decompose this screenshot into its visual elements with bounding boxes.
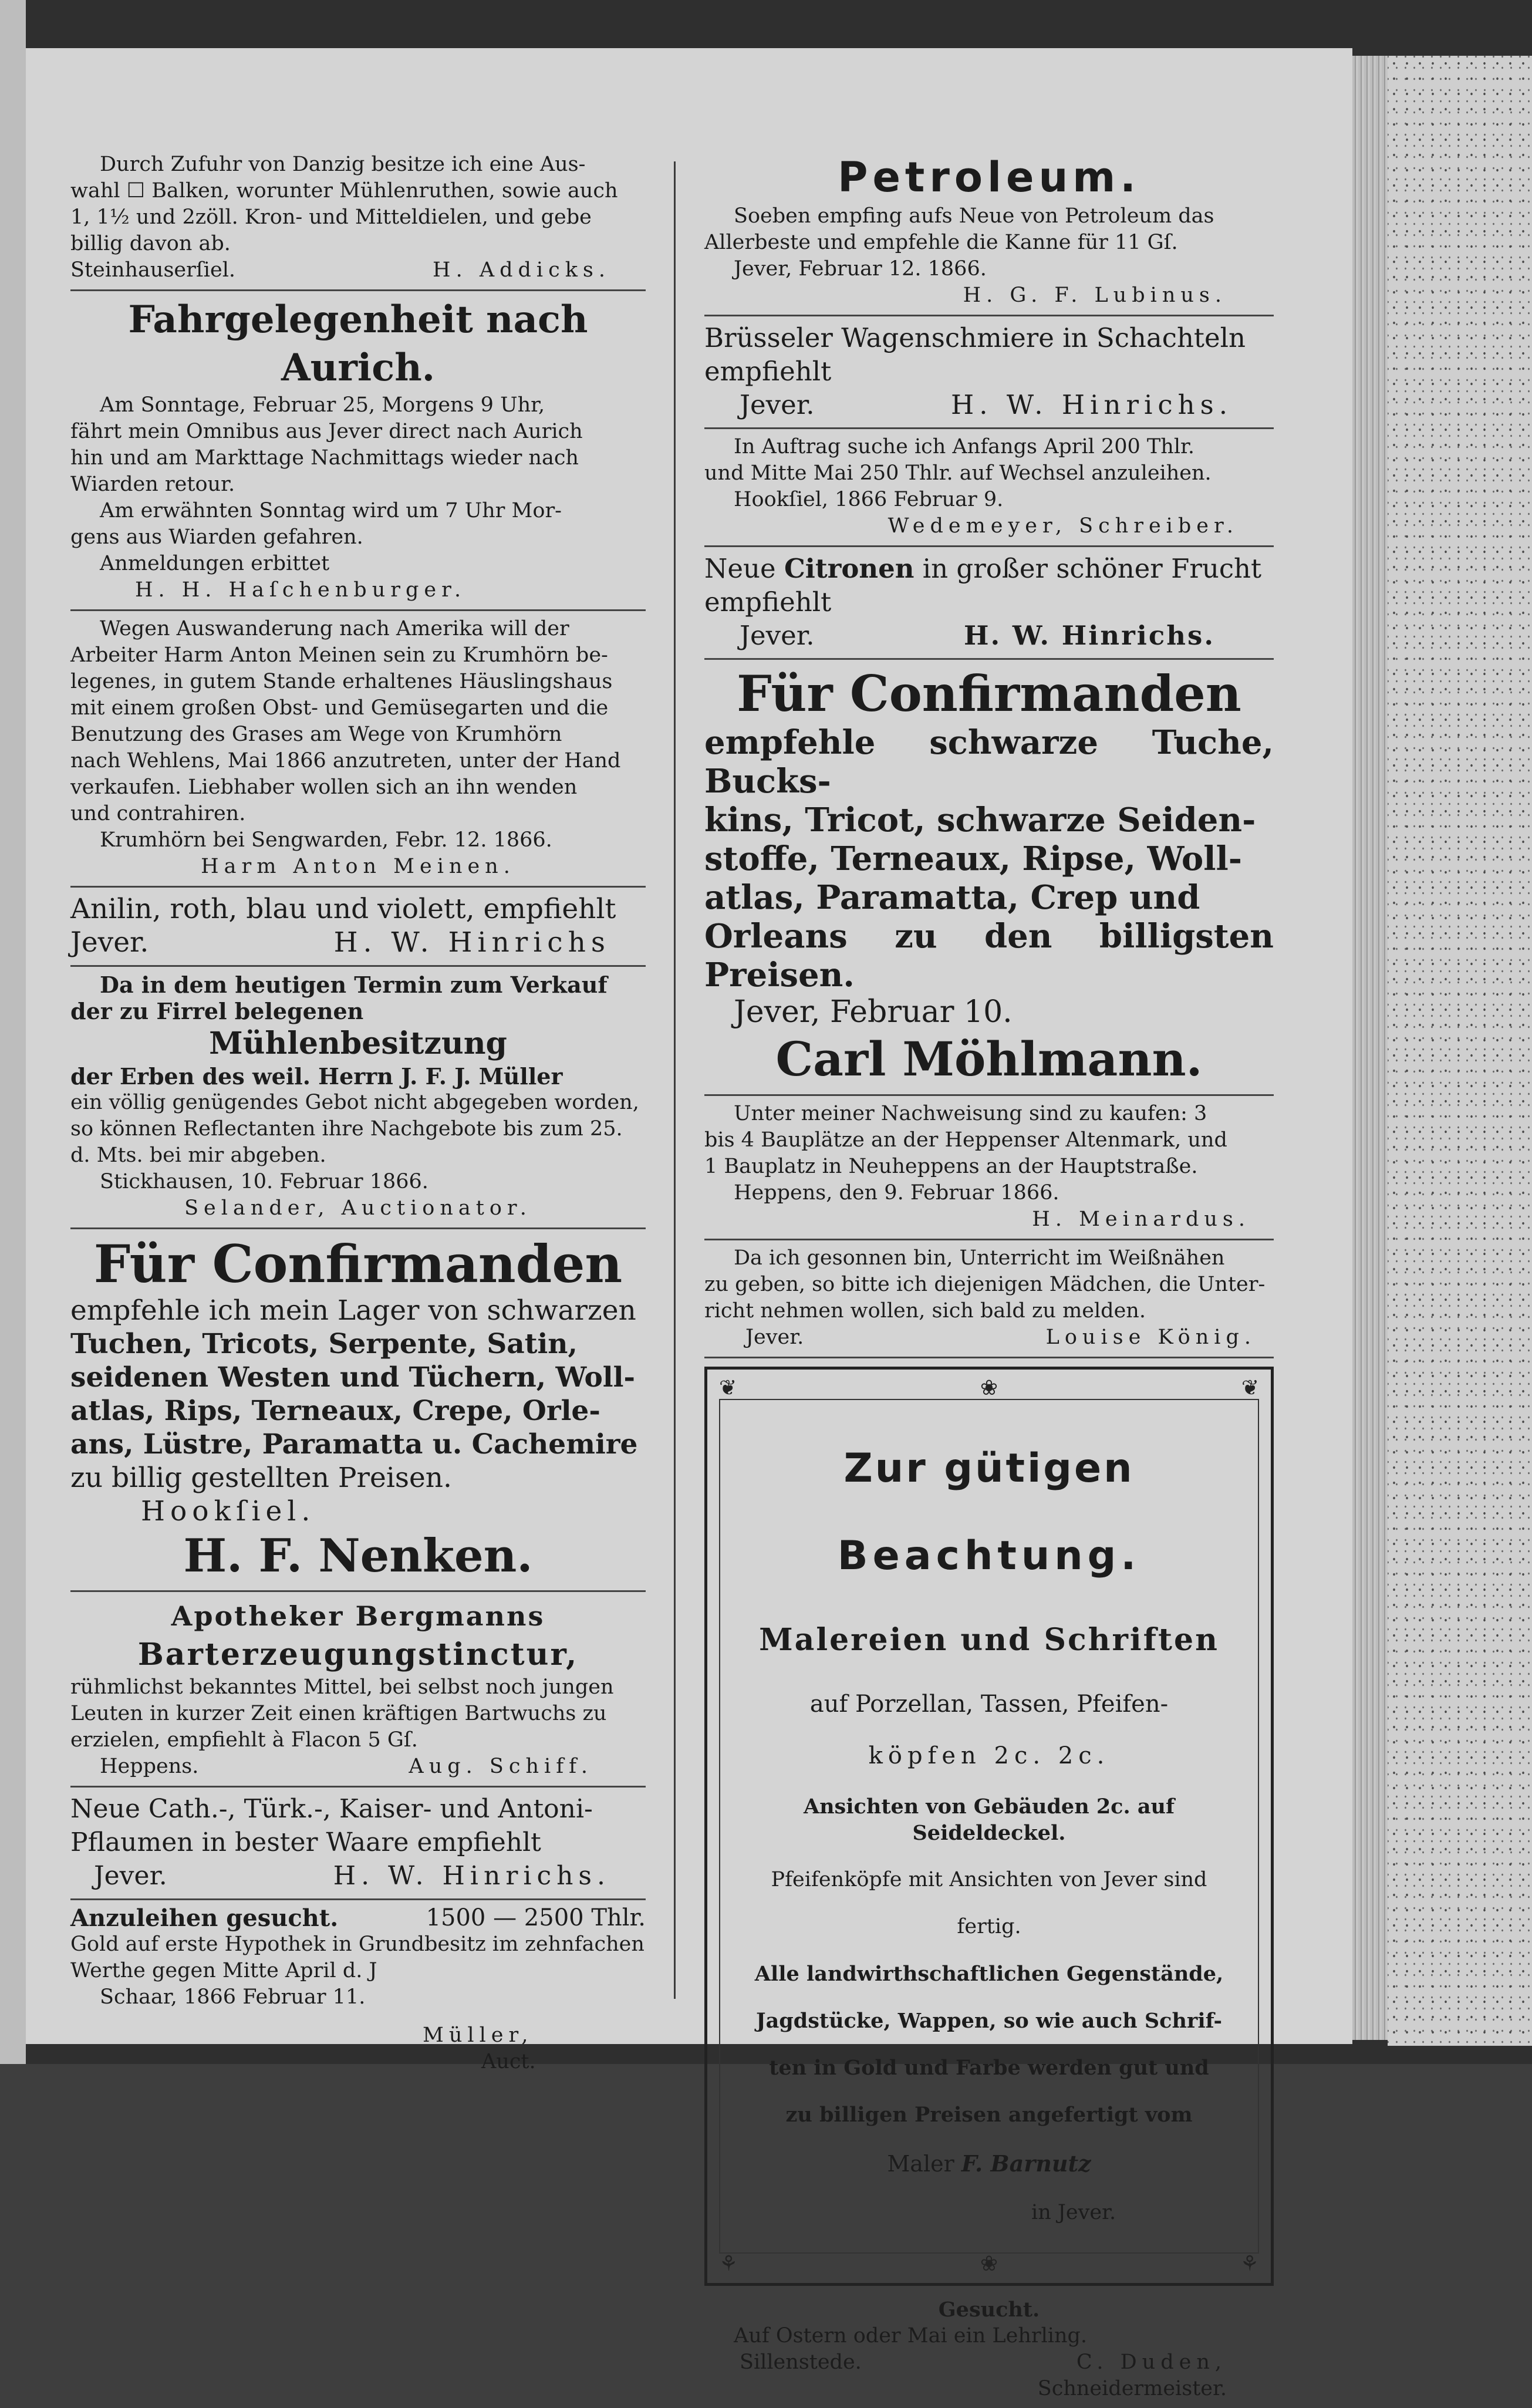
ad-wagenschmiere bbox=[704, 316, 1274, 429]
ad-line: zu geben, so bitte ich diejenigen Mädchen, die Unter- bbox=[704, 1273, 1266, 1296]
ad-line: Wegen Auswanderung nach Amerika will der bbox=[100, 617, 569, 640]
ad-footer bbox=[704, 1324, 1274, 1351]
ad-line: zu billig gestellten Preisen. bbox=[70, 1462, 452, 1494]
ad-signature: Müller, bbox=[423, 2023, 534, 2047]
vine-ornament-icon: ⚘ bbox=[719, 2252, 738, 2276]
ad-signature: H. Addicks. bbox=[433, 258, 610, 282]
ad-title: Fahrgelegenheit nach Aurich. bbox=[128, 298, 588, 390]
ad-signature: Harm Anton Meinen. bbox=[201, 855, 515, 878]
ad-beachtung bbox=[719, 1399, 1259, 2254]
frame-top-ornament bbox=[719, 1378, 1259, 1399]
ad-line: atlas, Rips, Terneaux, Crepe, Orle- bbox=[70, 1395, 600, 1427]
ad-place: in Jever. bbox=[1031, 2201, 1116, 2224]
ad-signature: H. W. Hinrichs bbox=[333, 926, 610, 959]
ad-signature: H. F. Nenken. bbox=[183, 1529, 533, 1583]
ad-line: Ansichten von Gebäuden 2c. auf Seideldeckel. bbox=[803, 1795, 1175, 1845]
ad-line: Leuten in kurzer Zeit einen kräftigen Bartwuchs zu bbox=[70, 1702, 607, 1725]
flower-ornament-icon: ❀ bbox=[980, 1376, 998, 1400]
ad-title: Apotheker Bergmanns bbox=[171, 1600, 545, 1632]
ad-signature: Wedemeyer, Schreiber. bbox=[888, 514, 1239, 538]
ad-place: Krumhörn bei Sengwarden, Febr. 12. 1866. bbox=[100, 828, 552, 852]
ad-title: Gesucht. bbox=[938, 2298, 1040, 2322]
ad-balken bbox=[70, 147, 646, 291]
ad-line: der zu Firrel belegenen bbox=[70, 998, 364, 1024]
ad-line: Da in dem heutigen Termin zum Verkauf bbox=[100, 972, 608, 998]
ad-line: Pfeifenköpfe mit Ansichten von Jever sind bbox=[771, 1868, 1207, 1891]
ad-place: Jever. bbox=[94, 1861, 167, 1891]
ad-signature: H. Meinardus. bbox=[1032, 1208, 1250, 1231]
ad-line: fertig. bbox=[957, 1915, 1021, 1938]
ad-anilin bbox=[70, 888, 646, 967]
ad-muehlenbesitzung bbox=[70, 967, 646, 1229]
ad-place: Hookſiel. bbox=[141, 1495, 316, 1527]
ad-line: empfehle schwarze Tuche, Bucks- bbox=[704, 723, 1274, 801]
ad-bartwuchs bbox=[70, 1592, 646, 1788]
ad-bauplaetze bbox=[704, 1096, 1274, 1240]
ad-line: stoffe, Terneaux, Ripse, Woll- bbox=[704, 839, 1243, 878]
ad-place: Stickhausen, 10. Februar 1866. bbox=[100, 1170, 428, 1193]
ad-title: Für Confirmanden bbox=[737, 665, 1241, 723]
ad-line: Tuchen, Tricots, Serpente, Satin, bbox=[70, 1328, 578, 1360]
ad-line: Brüsseler Wagenschmiere in Schachteln bbox=[704, 322, 1246, 353]
ad-line: hin und am Markttage Nachmittags wieder nach bbox=[70, 446, 579, 470]
ad-maker bbox=[738, 2150, 1240, 2177]
ad-line: Am Sonntage, Februar 25, Morgens 9 Uhr, bbox=[100, 393, 545, 417]
ad-signature: H. W. Hinrichs. bbox=[333, 1861, 610, 1891]
ad-title: Mühlenbesitzung bbox=[209, 1026, 507, 1061]
ad-place: Jever. bbox=[745, 1326, 804, 1349]
ad-line: Allerbeste und empfehle die Kanne für 11 Gſ. bbox=[704, 231, 1178, 254]
ad-signature: F. Barnutz bbox=[961, 2150, 1091, 2177]
ad-line: empfiehlt bbox=[704, 586, 832, 618]
left-column bbox=[70, 147, 646, 2081]
ad-anzuleihen bbox=[70, 1900, 646, 2081]
vine-ornament-icon: ⚘ bbox=[1240, 2252, 1259, 2276]
ad-footer bbox=[704, 388, 1274, 421]
ad-line: Alle landwirthschaftlichen Gegenstände, bbox=[754, 1962, 1224, 1986]
scan-left-strip bbox=[0, 0, 26, 2064]
ad-place: Heppens. bbox=[100, 1755, 199, 1778]
ad-line: zu billigen Preisen angefertigt vom bbox=[785, 2103, 1193, 2127]
ad-line: Wiarden retour. bbox=[70, 473, 235, 496]
ad-line: Gold auf erste Hypothek in Grundbesitz im zehnfachen bbox=[70, 1933, 644, 1956]
ad-line: Benutzung des Grases am Wege von Krumhörn bbox=[70, 723, 562, 746]
ad-amount: 1500 — 2500 Thlr. bbox=[426, 1904, 646, 1931]
flower-ornament-icon: ❀ bbox=[980, 2252, 998, 2276]
ad-line: billig davon ab. bbox=[70, 232, 231, 255]
ad-line: Da ich gesonnen bin, Unterricht im Weißnähen bbox=[734, 1246, 1225, 1270]
ad-line: rühmlichst bekanntes Mittel, bei selbst noch jungen bbox=[70, 1675, 614, 1699]
ad-line: wahl ☐ Balken, worunter Mühlenruthen, sowie auch bbox=[70, 179, 618, 203]
ad-place: Steinhauserſiel. bbox=[70, 258, 236, 282]
ad-line: Anilin, roth, blau und violett, empfiehlt bbox=[70, 893, 616, 925]
ad-signature: H. H. Haſchenburger. bbox=[135, 578, 467, 602]
ad-line: seidenen Westen und Tüchern, Woll- bbox=[70, 1361, 636, 1394]
ad-line: mit einem großen Obst- und Gemüsegarten und die bbox=[70, 696, 609, 720]
corner-ornament-icon: ❦ bbox=[719, 1376, 737, 1400]
ad-title: Anzuleihen gesucht. bbox=[70, 1904, 339, 1932]
column-divider bbox=[674, 161, 676, 1999]
ad-footer bbox=[70, 1753, 646, 1780]
ad-text: Neue bbox=[704, 553, 776, 584]
ad-signature: Louise König. bbox=[1045, 1326, 1256, 1349]
ad-fahrgelegenheit bbox=[70, 291, 646, 611]
ad-signature: H. W. Hinrichs. bbox=[951, 389, 1233, 420]
ad-line: Am erwähnten Sonntag wird um 7 Uhr Mor- bbox=[100, 499, 562, 522]
ad-place: Jever, Februar 12. 1866. bbox=[734, 257, 987, 281]
ad-signature-title: Schneidermeister. bbox=[1037, 2377, 1227, 2400]
ad-text: Maler bbox=[887, 2151, 954, 2177]
ad-line: Pflaumen in bester Waare empfiehlt bbox=[70, 1827, 541, 1857]
ad-signature: H. G. F. Lubinus. bbox=[963, 284, 1227, 307]
ad-line: nach Wehlens, Mai 1866 anzutreten, unter der Hand bbox=[70, 749, 621, 773]
ad-place: Jever. bbox=[740, 620, 815, 651]
ad-line: richt nehmen wollen, sich bald zu melden. bbox=[704, 1299, 1146, 1323]
ad-confirmanden-moehlmann bbox=[704, 660, 1274, 1096]
book-page-edges bbox=[1352, 56, 1388, 2040]
ad-line bbox=[704, 552, 1274, 585]
ad-footer bbox=[704, 2349, 1274, 2376]
ad-line: köpfen 2c. 2c. bbox=[868, 1742, 1110, 1769]
ad-line: und Mitte Mai 250 Thlr. auf Wechsel anzuleihen. bbox=[704, 461, 1212, 485]
ad-line: Auf Ostern oder Mai ein Lehrling. bbox=[734, 2324, 1088, 2348]
ad-line: bis 4 Bauplätze an der Heppenser Altenmark, und bbox=[704, 1128, 1227, 1152]
ad-line: Durch Zufuhr von Danzig besitze ich eine Aus- bbox=[100, 153, 586, 176]
frame-bottom-ornament bbox=[719, 2254, 1259, 2275]
ad-place: Jever, Februar 10. bbox=[734, 994, 1013, 1030]
ad-footer bbox=[70, 257, 646, 284]
ad-line: gens aus Wiarden gefahren. bbox=[70, 525, 363, 549]
ad-line: empfehle ich mein Lager von schwarzen bbox=[70, 1294, 636, 1327]
ad-line: Soeben empfing aufs Neue von Petroleum das bbox=[734, 204, 1214, 228]
ad-citronen bbox=[704, 547, 1274, 660]
ad-line: Arbeiter Harm Anton Meinen sein zu Krumhörn be- bbox=[70, 643, 608, 667]
ad-petroleum bbox=[704, 147, 1274, 316]
ad-line: Jagdstücke, Wappen, so wie auch Schrif- bbox=[756, 2009, 1222, 2033]
ad-line: ans, Lüstre, Paramatta u. Cachemire bbox=[70, 1428, 638, 1461]
ad-line: legenes, in gutem Stande erhaltenes Häuslingshaus bbox=[70, 670, 613, 693]
ad-gesucht bbox=[704, 2292, 1274, 2408]
ad-beachtung-frame bbox=[704, 1367, 1274, 2286]
ad-place: Schaar, 1866 Februar 11. bbox=[100, 1985, 366, 2009]
ad-weissnaehen bbox=[704, 1240, 1274, 1358]
ad-line: ein völlig genügendes Gebot nicht abgegeben worden, bbox=[70, 1091, 639, 1114]
ad-line: fährt mein Omnibus aus Jever direct nach Aurich bbox=[70, 420, 583, 443]
ad-line: und contrahiren. bbox=[70, 802, 246, 825]
ad-line: Orleans zu den billigsten Preisen. bbox=[704, 917, 1274, 994]
ad-pflaumen bbox=[70, 1788, 646, 1900]
ad-line: In Auftrag suche ich Anfangs April 200 Thlr. bbox=[734, 435, 1195, 458]
ad-footer bbox=[70, 926, 646, 959]
ad-place: Hookſiel, 1866 Februar 9. bbox=[734, 488, 1004, 511]
ad-text: in großer schöner Frucht bbox=[922, 553, 1262, 584]
ad-line: erzielen, empfiehlt à Flacon 5 Gſ. bbox=[70, 1728, 418, 1752]
ad-signature: Aug. Schiff. bbox=[409, 1755, 593, 1778]
ad-line: verkaufen. Liebhaber wollen sich an ihn wenden bbox=[70, 775, 578, 799]
right-column bbox=[704, 147, 1274, 2408]
ad-line: d. Mts. bei mir abgeben. bbox=[70, 1144, 326, 1167]
ad-footer bbox=[704, 619, 1274, 652]
ad-auswanderung bbox=[70, 611, 646, 888]
ad-confirmanden-nenken bbox=[70, 1229, 646, 1592]
ad-signature: C. Duden, bbox=[1076, 2350, 1227, 2374]
ad-text-bold: Citronen bbox=[784, 553, 915, 584]
ad-title: Barterzeugungstinctur, bbox=[137, 1637, 579, 1672]
ad-header bbox=[70, 1905, 646, 1931]
ad-line: der Erben des weil. Herrn J. F. J. Müller bbox=[70, 1063, 563, 1090]
ad-title: Zur gütigen bbox=[843, 1445, 1135, 1492]
ad-line: 1 Bauplatz in Neuheppens an der Hauptstraße. bbox=[704, 1155, 1198, 1178]
ad-line: ten in Gold und Farbe werden gut und bbox=[769, 2056, 1209, 2080]
ad-line: Werthe gegen Mitte April d. J bbox=[70, 1959, 377, 1982]
corner-ornament-icon: ❦ bbox=[1241, 1376, 1259, 1400]
ad-line: auf Porzellan, Tassen, Pfeifen- bbox=[809, 1691, 1169, 1718]
ad-wechsel bbox=[704, 429, 1274, 547]
ad-place: Jever. bbox=[740, 389, 815, 420]
ad-signature: Selander, Auctionator. bbox=[184, 1196, 532, 1220]
ad-line: empfiehlt bbox=[704, 356, 832, 387]
ad-title: Petroleum. bbox=[838, 153, 1140, 201]
book-cover-speckled bbox=[1388, 56, 1532, 2046]
ad-place: Jever. bbox=[70, 926, 149, 959]
ad-line: atlas, Paramatta, Crep und bbox=[704, 878, 1200, 917]
ad-line: so können Reflectanten ihre Nachgebote bis zum 25. bbox=[70, 1117, 623, 1141]
ad-place: Heppens, den 9. Februar 1866. bbox=[734, 1181, 1059, 1205]
ad-place: Sillenstede. bbox=[740, 2350, 862, 2374]
ad-signature-title: Auct. bbox=[481, 2050, 536, 2073]
ad-line: Neue Cath.-, Türk.-, Kaiser- und Antoni- bbox=[70, 1794, 593, 1824]
ad-title: Beachtung. bbox=[837, 1533, 1141, 1579]
ad-line: kins, Tricot, schwarze Seiden- bbox=[704, 801, 1256, 839]
ad-footer bbox=[70, 1859, 646, 1893]
ad-title: Für Confirmanden bbox=[93, 1233, 623, 1294]
ad-line: 1, 1½ und 2zöll. Kron- und Mitteldielen, und gebe bbox=[70, 205, 592, 229]
ad-line: Anmeldungen erbittet bbox=[100, 552, 330, 575]
ad-signature: H. W. Hinrichs. bbox=[964, 620, 1215, 651]
ad-line: Unter meiner Nachweisung sind zu kaufen: 3 bbox=[734, 1102, 1207, 1125]
ad-subtitle: Malereien und Schriften bbox=[759, 1622, 1219, 1658]
ad-signature: Carl Möhlmann. bbox=[775, 1031, 1203, 1087]
